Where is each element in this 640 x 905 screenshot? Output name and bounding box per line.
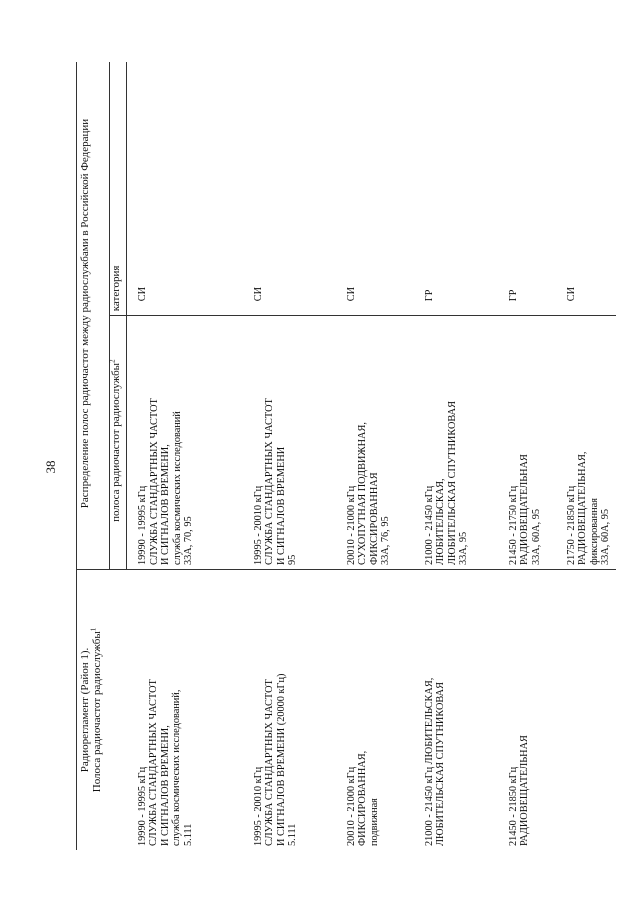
cell-line: 95	[287, 554, 299, 565]
russia-band-cell	[414, 316, 498, 570]
cell-line: СУХОПУТНАЯ ПОДВИЖНАЯ,	[357, 422, 369, 565]
cell-line: РАДИОВЕЩАТЕЛЬНАЯ,	[577, 451, 589, 565]
cell-line: 19990 - 19995 кГц	[136, 766, 148, 846]
header-regulation-line	[91, 576, 103, 844]
regulation-cell	[243, 570, 336, 851]
regulation-cell	[556, 570, 616, 851]
cell-line: СЛУЖБА СТАНДАРТНЫХ ЧАСТОТ	[264, 679, 276, 846]
frequency-allocation-table	[77, 62, 616, 850]
cell-line: ФИКСИРОВАННАЯ	[368, 472, 380, 565]
footnote-marker: 1	[89, 627, 98, 632]
russia-band-cell	[336, 316, 414, 570]
table-top-rule	[76, 62, 77, 850]
header-regulation-column	[77, 570, 127, 851]
cell-line: 21750 - 21850 кГц	[565, 485, 577, 565]
table-row	[556, 62, 616, 850]
category-cell: СИ	[137, 286, 148, 302]
cell-line: И СИГНАЛОВ ВРЕМЕНИ	[275, 446, 287, 565]
cell-line: ФИКСИРОВАННАЯ,	[357, 750, 369, 846]
cell-line: И СИГНАЛОВ ВРЕМЕНИ,	[160, 444, 172, 565]
russia-band-cell	[498, 316, 556, 570]
table-row	[127, 62, 243, 850]
cell-line: 21000 - 21450 кГц ЛЮБИТЕЛЬСКАЯ,	[423, 677, 435, 846]
table-header-row	[77, 62, 110, 850]
category-cell: СИ	[565, 286, 577, 302]
table-row	[336, 62, 414, 850]
cell-line: фиксированная	[588, 498, 600, 565]
regulation-cell	[414, 570, 498, 851]
rotated-table-block	[43, 62, 612, 850]
category-cell: ГР	[507, 289, 519, 302]
cell-line: РАДИОВЕЩАТЕЛЬНАЯ	[519, 454, 531, 565]
cell-line: 20010 - 21000 кГц	[345, 766, 357, 846]
cell-line: СЛУЖБА СТАНДАРТНЫХ ЧАСТОТ	[148, 679, 160, 846]
header-regulation-line-text: Полоса радиочастот радиослужбы	[91, 631, 103, 793]
cell-line: подвижная	[368, 798, 380, 846]
cell-line: 19995 - 20010 кГц	[252, 485, 264, 565]
header-regulation-line: Радиорегламент (Район 1).	[79, 647, 91, 773]
cell-line: 33А, 76, 95	[380, 516, 392, 565]
cell-line: РАДИОВЕЩАТЕЛЬНАЯ	[519, 735, 531, 846]
cell-line: 33А, 95	[458, 531, 470, 565]
regulation-cell	[127, 570, 243, 851]
category-cell: СИ	[345, 286, 357, 302]
russia-band-cell	[127, 316, 243, 570]
footnote-marker: 2	[108, 359, 117, 363]
header-band-text: полоса радиочастот радиослужбы	[110, 362, 122, 522]
category-cell: СИ	[252, 286, 264, 302]
russia-band-cell	[243, 316, 336, 570]
cell-line: 21000 - 21450 кГц	[423, 485, 435, 565]
cell-line: 21450 - 21750 кГц	[507, 485, 519, 565]
cell-line: 5.111	[287, 823, 299, 846]
table-row	[498, 62, 556, 850]
table-row	[414, 62, 498, 850]
cell-line: СЛУЖБА СТАНДАРТНЫХ ЧАСТОТ	[148, 398, 160, 565]
cell-line: 33А, 60А, 95	[530, 508, 542, 565]
cell-line: 33А, 70, 95	[183, 516, 195, 565]
cell-line: И СИГНАЛОВ ВРЕМЕНИ (20000 кГц)	[275, 673, 287, 846]
header-allocation-title: Распределение полос радиочастот между радиослужбами в Российской Федерации	[77, 62, 110, 570]
cell-line: служба космических исследований	[171, 411, 183, 565]
page-number: 38	[43, 460, 58, 474]
cell-line: ЛЮБИТЕЛЬСКАЯ СПУТНИКОВАЯ	[435, 682, 447, 846]
cell-line: 20010 - 21000 кГц	[345, 485, 357, 565]
cell-line: служба космических исследований,	[171, 689, 183, 846]
cell-line: И СИГНАЛОВ ВРЕМЕНИ,	[159, 725, 171, 846]
cell-line: СЛУЖБА СТАНДАРТНЫХ ЧАСТОТ	[264, 398, 276, 565]
cell-line: 19995 - 20010 кГц	[252, 766, 264, 846]
cell-line: 21450 - 21850 кГц	[507, 766, 519, 846]
header-category-column: категория	[110, 62, 127, 316]
cell-line: 33А, 60А, 95	[600, 508, 612, 565]
cell-line: ЛЮБИТЕЛЬСКАЯ СПУТНИКОВАЯ	[446, 401, 458, 565]
header-band-column	[110, 316, 127, 570]
category-cell: ГР	[423, 289, 435, 302]
cell-line: 5.111	[182, 823, 194, 846]
regulation-cell	[336, 570, 414, 851]
table-row	[243, 62, 336, 850]
cell-line: 19990 - 19995 кГц	[137, 485, 148, 565]
russia-band-cell	[556, 316, 616, 570]
cell-line: ЛЮБИТЕЛЬСКАЯ,	[435, 478, 447, 565]
regulation-cell	[498, 570, 556, 851]
